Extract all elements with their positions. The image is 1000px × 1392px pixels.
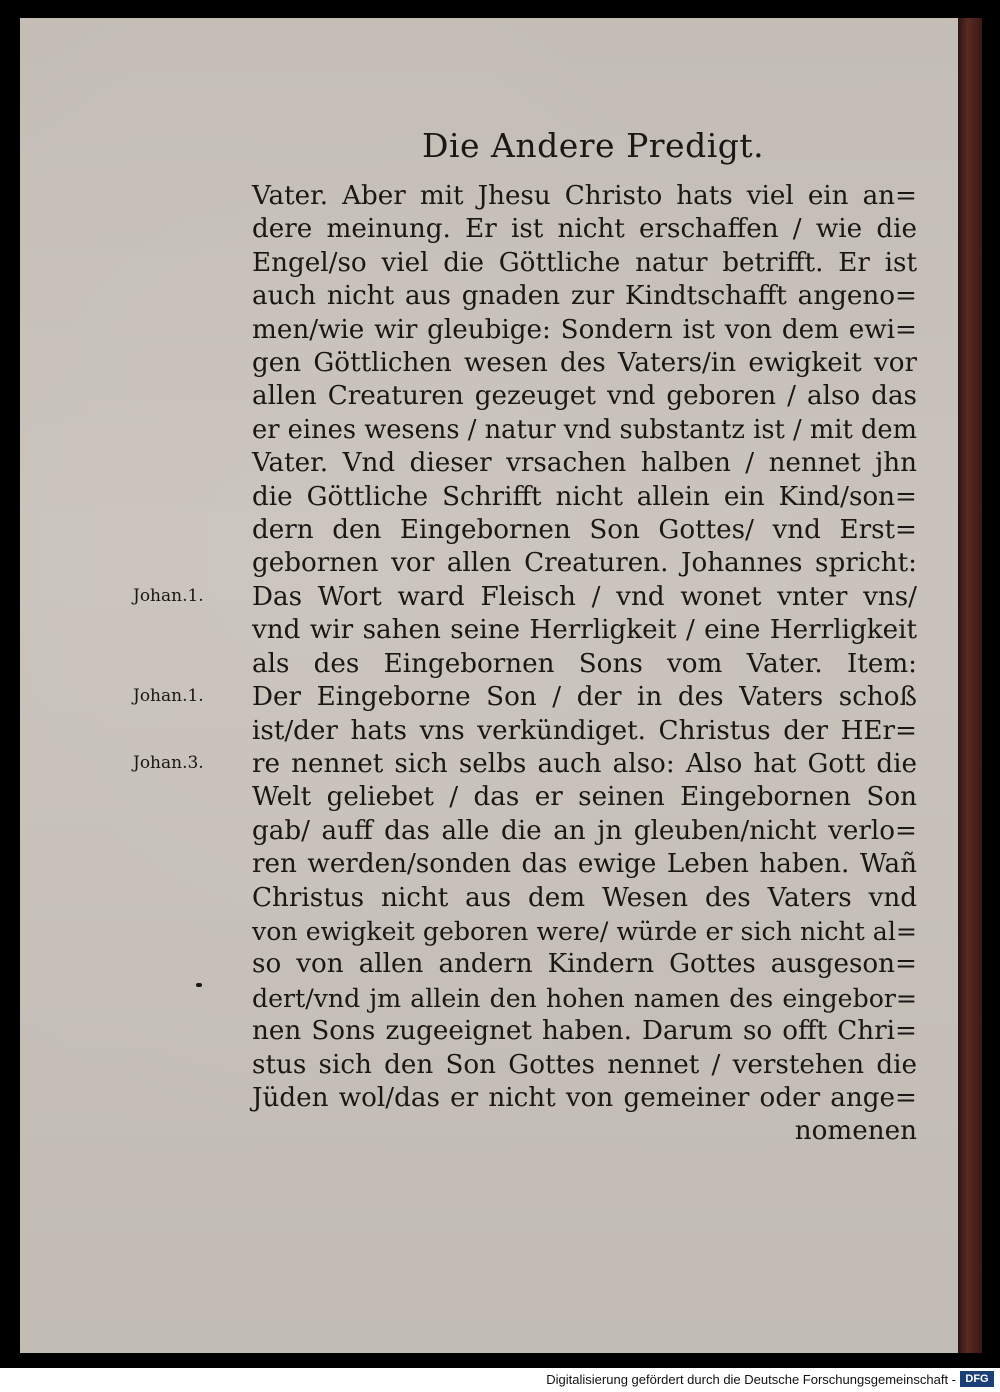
text-line: re nennet sich selbs auch also: Also hat Gott die <box>252 748 917 779</box>
funding-notice: Digitalisierung gefördert durch die Deutsche Forschungsgemeinschaft - <box>546 1372 956 1387</box>
margin-note: Johan.3. <box>133 753 204 773</box>
text-line: die Göttliche Schrifft nicht allein ein Kind/son= <box>252 481 917 512</box>
dfg-logo: DFG <box>960 1371 994 1387</box>
text-line: vnd wir sahen seine Herrligkeit / eine Herrligkeit <box>252 615 917 646</box>
text-line: Engel/so viel die Göttliche natur betrifft. Er ist <box>252 247 917 278</box>
text-line: Vater. Vnd dieser vrsachen halben / nennet jhn <box>252 448 917 479</box>
text-line: ren werden/sonden das ewige Leben haben. Wañ <box>252 849 917 880</box>
text-line: auch nicht aus gnaden zur Kindtschafft angeno= <box>252 281 917 312</box>
text-line: gab/ auff das alle die an jn gleuben/nicht verlo= <box>252 815 917 846</box>
margin-note: Johan.1. <box>133 686 204 706</box>
ink-mark <box>196 983 202 987</box>
margin-note: Johan.1. <box>133 586 204 606</box>
text-line: men/wie wir gleubige: Sondern ist von dem ewi= <box>252 314 917 345</box>
text-line: stus sich den Son Gottes nennet / verstehen die <box>252 1049 917 1080</box>
text-line: als des Eingebornen Sons vom Vater. Item: <box>252 648 917 679</box>
catchword: nomenen <box>794 1116 917 1147</box>
text-line: dern den Eingebornen Son Gottes/ vnd Erst= <box>252 515 917 546</box>
text-line: gen Göttlichen wesen des Vaters/in ewigkeit vor <box>252 348 917 379</box>
text-line: Christus nicht aus dem Wesen des Vaters vnd <box>252 882 917 913</box>
book-spine <box>958 18 982 1353</box>
text-line: Welt geliebet / das er seinen Eingebornen Son <box>252 782 917 813</box>
text-line: so von allen andern Kindern Gottes ausgeson= <box>252 949 917 980</box>
footer-bar <box>0 1368 1000 1392</box>
text-line: er eines wesens / natur vnd substantz ist / mit dem <box>252 414 917 445</box>
text-line: dere meinung. Er ist nicht erschaffen / wie die <box>252 214 917 245</box>
text-line: dert/vnd jm allein den hohen namen des eingebor= <box>252 983 917 1013</box>
text-line: Der Eingeborne Son / der in des Vaters schoß <box>252 682 917 713</box>
text-line: Jüden wol/das er nicht von gemeiner oder ange= <box>252 1082 917 1113</box>
text-line: Das Wort ward Fleisch / vnd wonet vnter vns/ <box>252 581 917 612</box>
text-line: nen Sons zugeeignet haben. Darum so offt Chri= <box>252 1016 917 1047</box>
text-line: gebornen vor allen Creaturen. Johannes spricht: <box>252 548 917 579</box>
page-header: Die Andere Predigt. <box>422 126 765 165</box>
body-text <box>252 180 917 1149</box>
text-line: von ewigkeit geboren were/ würde er sich nicht al= <box>252 916 917 946</box>
text-line: Vater. Aber mit Jhesu Christo hats viel ein an= <box>252 181 917 211</box>
text-line: allen Creaturen gezeuget vnd geboren / also das <box>252 381 917 412</box>
text-line: ist/der hats vns verkündiget. Christus der HEr= <box>252 715 917 746</box>
